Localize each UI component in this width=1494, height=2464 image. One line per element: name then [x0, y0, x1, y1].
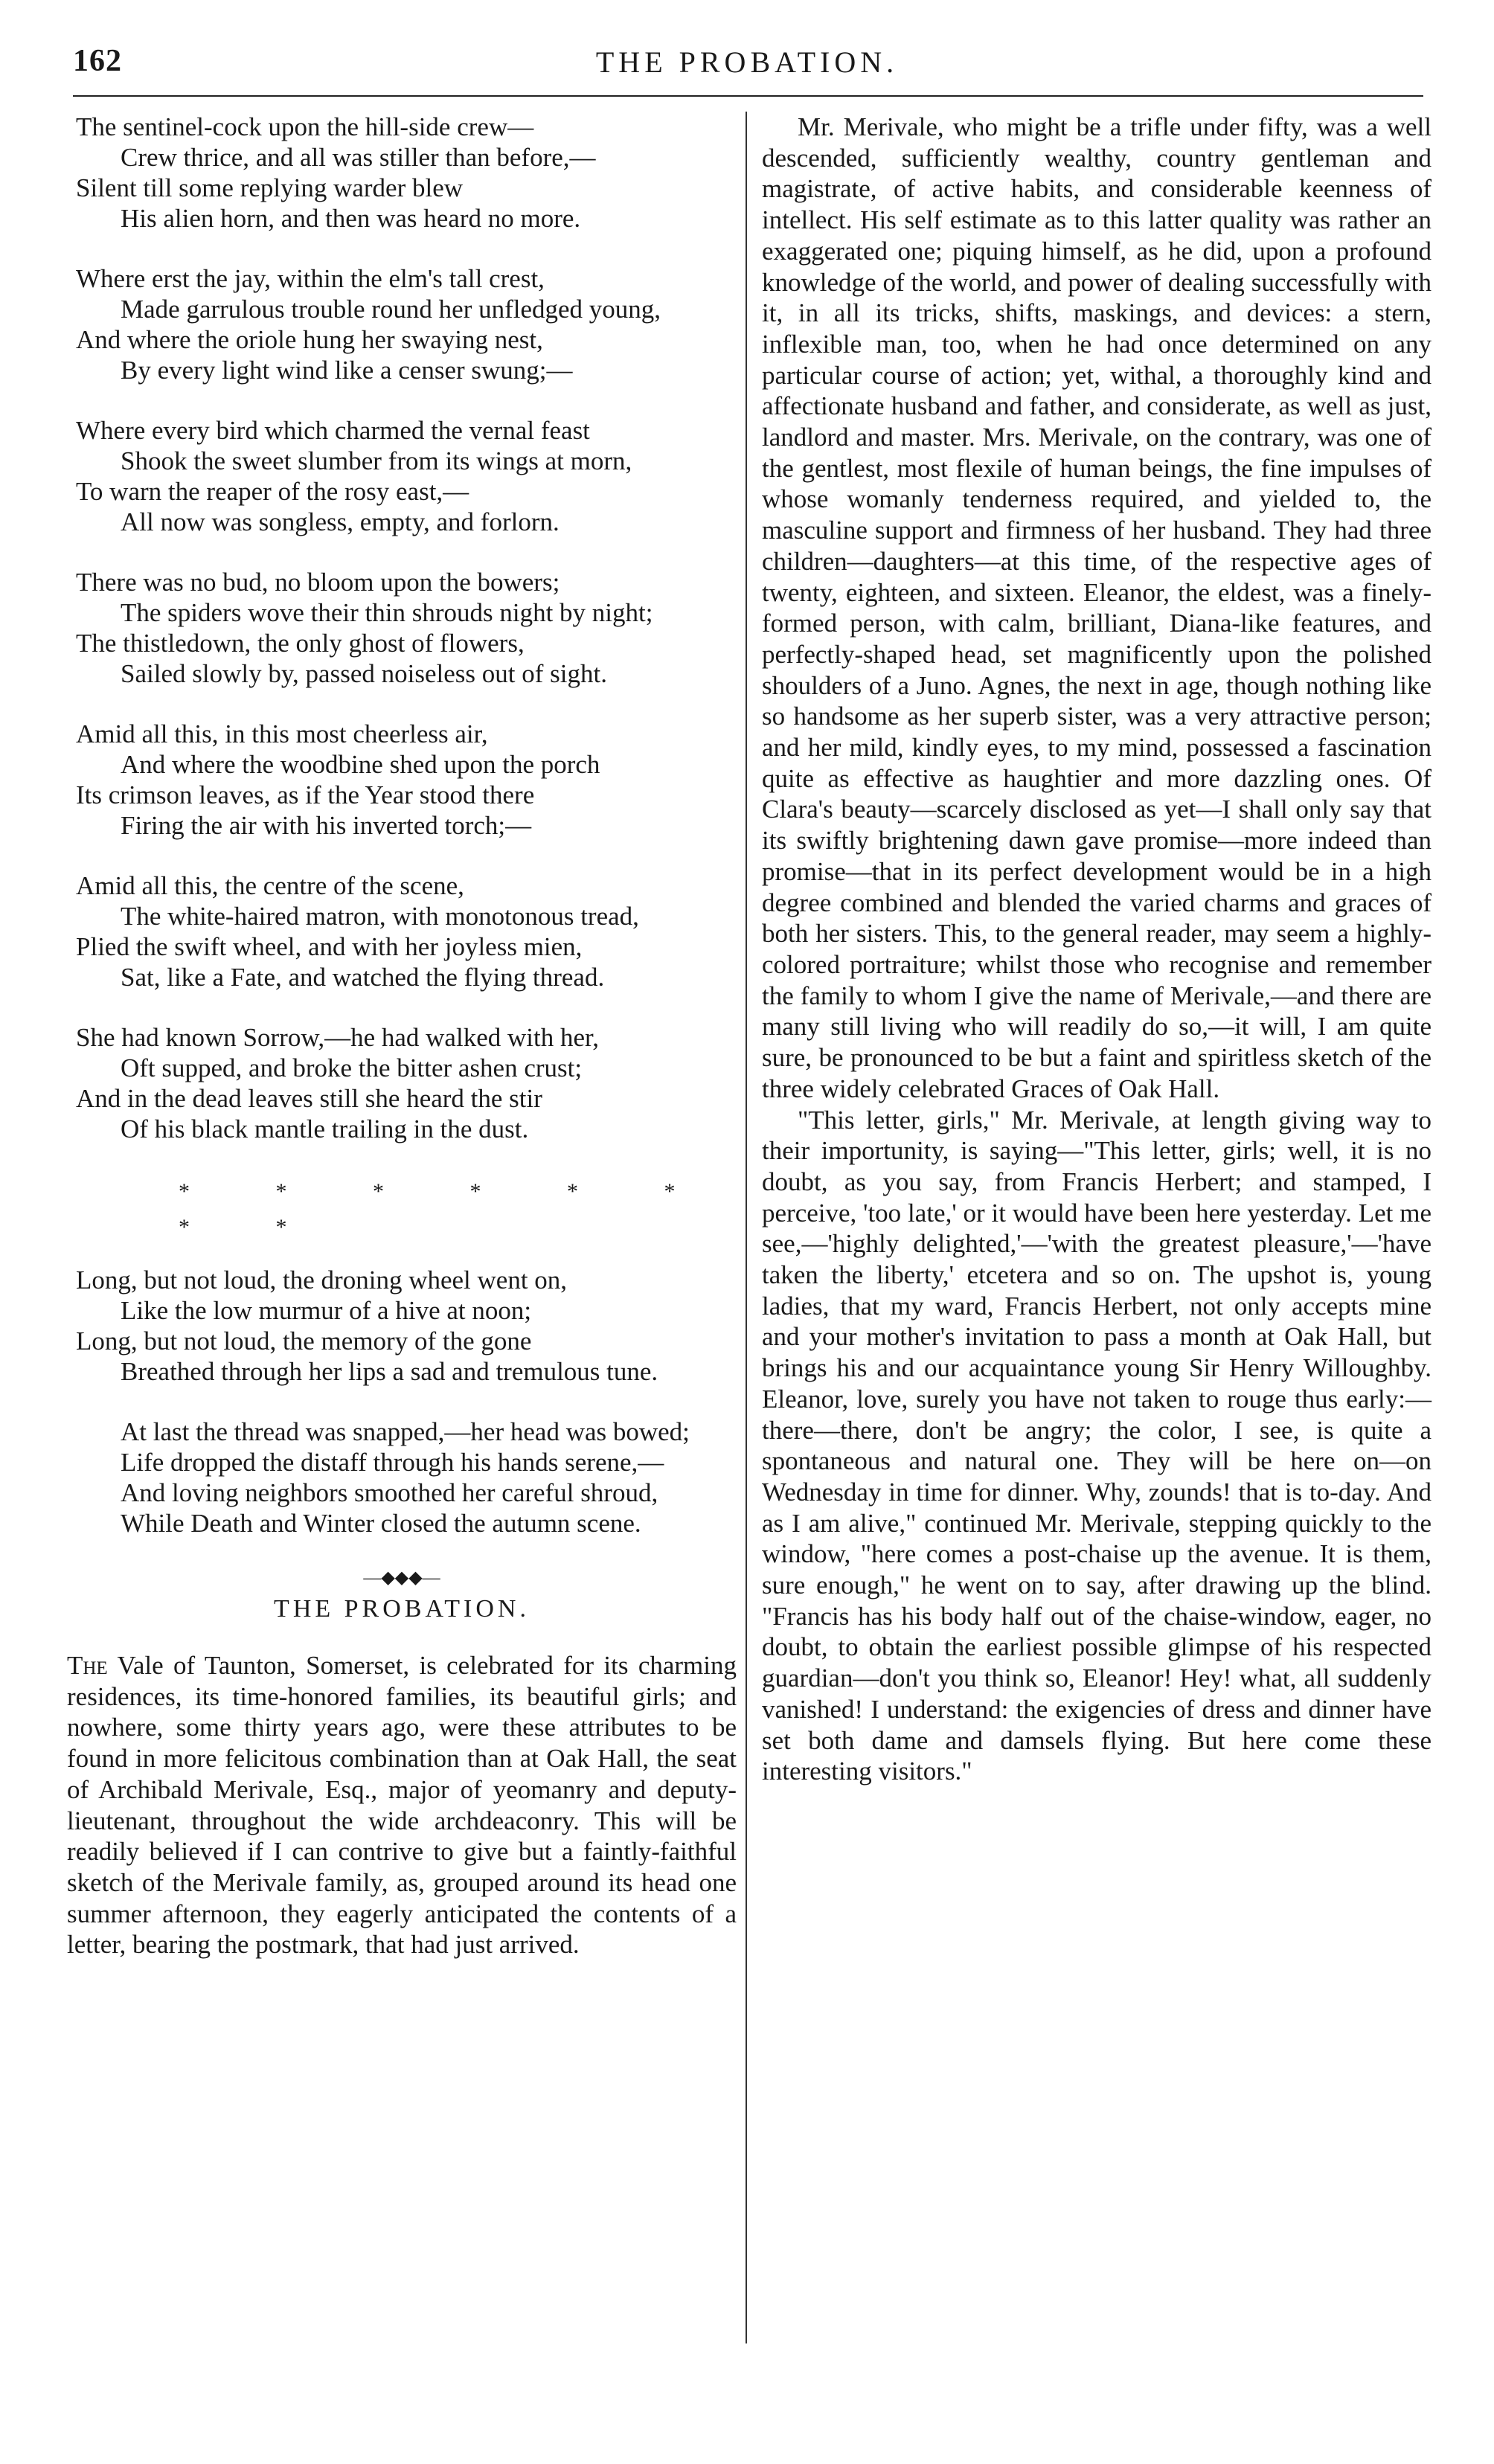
poem-stanza [67, 263, 737, 385]
lead-word: The [67, 1651, 108, 1680]
poem-line: Sailed slowly by, passed noiseless out of sight. [121, 659, 607, 688]
left-column [67, 112, 737, 1960]
poem-line: And where the woodbine shed upon the porch [121, 750, 600, 779]
poem-line: Oft supped, and broke the bitter ashen crust; [121, 1053, 583, 1082]
poem [67, 112, 737, 1144]
article-title: THE PROBATION. [274, 1595, 530, 1623]
poem-stanza [67, 567, 737, 689]
poem-line: Sat, like a Fate, and watched the flying thread. [121, 963, 605, 992]
poem-line: And in the dead leaves still she heard the stir [76, 1084, 542, 1113]
poem-line: To warn the reaper of the rosy east,— [76, 477, 469, 506]
running-title: THE PROBATION. [595, 45, 899, 79]
poem-line: His alien horn, and then was heard no more. [121, 204, 581, 233]
header-rule [73, 95, 1423, 97]
poem-stanza [67, 1265, 737, 1387]
poem-line: Its crimson leaves, as if the Year stood there [76, 780, 535, 809]
poem-line: Crew thrice, and all was stiller than before,— [121, 143, 596, 172]
poem-line: And loving neighbors smoothed her careful shroud, [121, 1478, 658, 1507]
poem-line: By every light wind like a censer swung;— [121, 356, 573, 385]
poem-line: The spiders wove their thin shrouds night by night; [121, 598, 653, 627]
poem-stanza [67, 870, 737, 992]
poem-line: Made garrulous trouble round her unfledged young, [121, 295, 661, 324]
poem-line: Long, but not loud, the memory of the gone [76, 1326, 532, 1355]
page-number: 162 [73, 44, 122, 78]
poem-line: Shook the sweet slumber from its wings at morn, [121, 446, 632, 475]
poem-line: Where every bird which charmed the vernal feast [76, 416, 590, 445]
article-paragraph-text: Vale of Taunton, Somerset, is celebrated for its charming residences, its time-honored families, its beautiful girls; and nowhere, some thirty years ago, were these attributes to be found in more felicitous combination than at Oak Hall, the seat of Archibald Merivale, Esq., major of yeomanry and deputy-lieutenant, throughout the wide archdeaconry. This will be readily believed if I can contrive to give but a faintly-faithful sketch of the Merivale family, as, grouped around its head one summer afternoon, they eagerly anticipated the contents of a letter, bearing the postmark, that had just arrived. [67, 1651, 737, 1960]
poem-stanza [67, 112, 737, 234]
article-paragraph: "This letter, girls," Mr. Merivale, at length giving way to their importunity, is saying—"This letter, girls; well, it is no doubt, as you say, from Francis Herbert; and stamped, I perceive, 'too late,' or it would have been here yesterday. Let me see,—'highly delighted,'—'with the greatest pleasure,'—'have taken the liberty,' etcetera and so on. The upshot is, young ladies, that my ward, Francis Herbert, not only accepts mine and your mother's invitation to pass a month at Oak Hall, but brings his and our acquaintance young Sir Henry Willoughby. Eleanor, love, surely you have not taken to rouge thus early:—there—there, don't be angry; the color, I see, is quite a spontaneous and natural one. They will be here on—on Wednesday in time for dinner. Why, zounds! that is to-day. And as I am alive," continued Mr. Merivale, stepping quickly to the window, "here comes a post-chaise up the avenue. It is them, sure enough," he went on to say, after drawing up the blind. "Francis has his body half out of the chaise-window, eager, no doubt, to obtain the earliest possible glimpse of his respected guardian—don't you think so, Eleanor! Hey! what, all suddenly vanished! I understand: the exigencies of dress and dinner have set both dame and damsels flying. But here come these interesting visitors." [762, 1105, 1432, 1786]
article-continuation [762, 112, 1432, 1787]
poem-line: Where erst the jay, within the elm's tall crest, [76, 264, 545, 293]
poem-line: The white-haired matron, with monotonous tread, [121, 902, 639, 931]
ornamental-divider: —◆◆◆— [363, 1568, 440, 1588]
poem-line: Of his black mantle trailing in the dust. [121, 1114, 529, 1143]
section-stars: * * * * * * * * [179, 1179, 716, 1239]
poem-line: Long, but not loud, the droning wheel went on, [76, 1265, 568, 1294]
poem-line: Like the low murmur of a hive at noon; [121, 1296, 532, 1325]
poem-stanza [67, 719, 737, 841]
poem-continuation [67, 1265, 737, 1539]
poem-line: There was no bud, no bloom upon the bowers; [76, 568, 560, 597]
poem-line: At last the thread was snapped,—her head was bowed; [121, 1417, 690, 1446]
article-opening [67, 1650, 737, 1960]
poem-line: Plied the swift wheel, and with her joyless mien, [76, 932, 583, 961]
poem-line: Amid all this, the centre of the scene, [76, 871, 464, 900]
poem-stanza [67, 1022, 737, 1144]
poem-line: Firing the air with his inverted torch;— [121, 811, 532, 840]
right-column [762, 112, 1432, 1787]
poem-line: And where the oriole hung her swaying nest, [76, 325, 543, 354]
article-paragraph [67, 1650, 737, 1960]
poem-line: Life dropped the distaff through his hands serene,— [121, 1448, 664, 1477]
poem-line: The sentinel-cock upon the hill-side crew— [76, 112, 534, 141]
poem-stanza [67, 1417, 737, 1539]
poem-line: The thistledown, the only ghost of flowers, [76, 629, 525, 658]
poem-line: She had known Sorrow,—he had walked with her, [76, 1023, 599, 1052]
column-divider [746, 112, 747, 2343]
poem-line: All now was songless, empty, and forlorn. [121, 507, 560, 536]
poem-line: Amid all this, in this most cheerless air, [76, 719, 488, 748]
poem-line: Breathed through her lips a sad and tremulous tune. [121, 1357, 658, 1386]
poem-stanza [67, 415, 737, 537]
page-header [0, 37, 1494, 104]
article-paragraph: Mr. Merivale, who might be a trifle under fifty, was a well descended, sufficiently wealthy, country gentleman and magistrate, of active habits, and considerable keenness of intellect. His self estimate as to this latter quality was rather an exaggerated one; piquing himself, as he did, upon a profound knowledge of the world, and power of dealing successfully with it, in all its tricks, shifts, maskings, and devices: a stern, inflexible man, too, when he had once determined on any particular course of action; yet, withal, a thoroughly kind and affectionate husband and father, and considerate, as well as just, landlord and master. Mrs. Merivale, on the contrary, was one of the gentlest, most flexile of human beings, the fine impulses of whose womanly tenderness required, and yielded to, the masculine support and firmness of her husband. They had three children—daughters—at this time, of the respective ages of twenty, eighteen, and sixteen. Eleanor, the eldest, was a finely-formed person, with calm, brilliant, Diana-like features, and perfectly-shaped head, set magnificently upon the polished shoulders of a Juno. Agnes, the next in age, though nothing like so handsome as her superb sister, was a very attractive person; and her mild, kindly eyes, to my mind, possessed a fascination quite as effective as haughtier and more dazzling ones. Of Clara's beauty—scarcely disclosed as yet—I shall only say that its swiftly brightening dawn gave promise—more indeed than promise—that in its perfect development would be in a high degree combined and blended the varied charms and graces of both her sisters. This, to the general reader, may seem a highly-colored portraiture; whilst those who recognise and remember the family to whom I give the name of Merivale,—and there are many still living who will readily do so,—it will, I am quite sure, be pronounced to be but a faint and spiritless sketch of the three widely celebrated Graces of Oak Hall. [762, 112, 1432, 1103]
poem-line: Silent till some replying warder blew [76, 173, 464, 202]
poem-line: While Death and Winter closed the autumn scene. [121, 1509, 641, 1538]
